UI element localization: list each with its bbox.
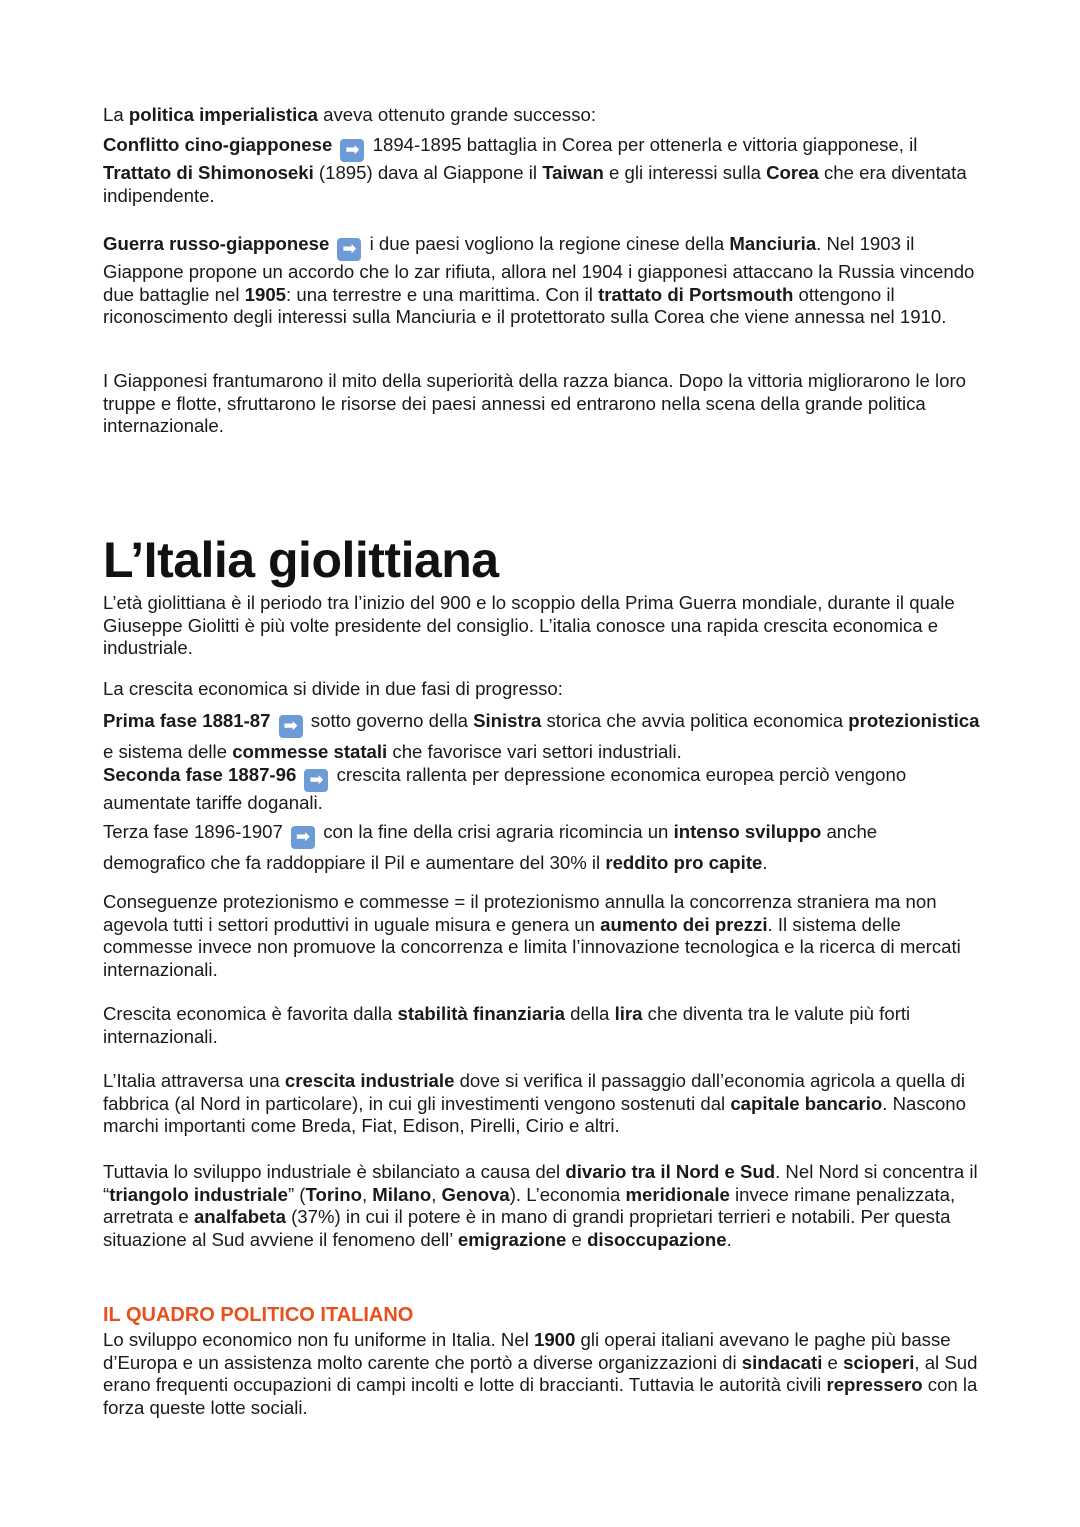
bold-text: divario tra il Nord e Sud	[565, 1161, 776, 1182]
text: . Nascono marchi importanti come Breda, Fiat, Edison, Pirelli, Cirio e altri.	[103, 1092, 966, 1136]
bold-text: scioperi	[843, 1351, 915, 1373]
right-arrow-icon: ➡	[291, 826, 315, 849]
text: (37%) in cui il potere è in mano di grandi proprietari terrieri e notabili. Per questa situazione al Sud avviene il fenomeno dell’	[103, 1206, 951, 1250]
text: : una terrestre e una marittima. Con il	[286, 283, 599, 305]
bold-text: meridionale	[625, 1183, 730, 1205]
text: anche demografico che fa raddoppiare il Pil e aumentare del 30% il	[103, 821, 878, 873]
text: Lo sviluppo economico non fu uniforme in Italia. Nel	[103, 1329, 534, 1350]
text: . Nel Nord si concentra il “	[103, 1161, 978, 1205]
bold-text: repressero	[826, 1374, 923, 1395]
bold-text: Seconda fase 1887-96	[103, 764, 297, 785]
text: L’Italia attraversa una	[103, 1070, 285, 1091]
text: . Nel 1903 il Giappone propone un accordo che lo zar rifiuta, allora nel 1904 i giapponesi attaccano la Russia vincendo due battaglie nel	[103, 233, 975, 305]
text: aveva ottenuto grande successo:	[317, 104, 597, 125]
text: e	[566, 1228, 588, 1250]
bold-text: lira	[614, 1003, 643, 1024]
bold-text: Manciuria	[729, 233, 817, 254]
section-heading: IL QUADRO POLITICO ITALIANO	[103, 1304, 414, 1326]
text: e gli interessi sulla	[603, 162, 767, 183]
bold-text: Guerra russo-giapponese	[103, 233, 330, 254]
bold-text: Trattato di Shimonoseki	[103, 162, 314, 183]
paragraph-sino-japanese-war	[103, 134, 983, 207]
bold-text: Prima fase 1881-87	[103, 710, 271, 731]
text: .	[726, 1228, 732, 1250]
paragraph-north-south-gap	[103, 1161, 983, 1251]
text: che era diventata indipendente.	[103, 162, 967, 206]
bold-text: crescita industriale	[284, 1070, 455, 1091]
text: della	[564, 1003, 615, 1024]
bold-text: intenso sviluppo	[673, 821, 822, 842]
text: Tuttavia lo sviluppo industriale è sbilanciato a causa del	[103, 1161, 566, 1182]
bold-text: protezionistica	[848, 710, 980, 731]
text: , al Sud erano frequenti occupazioni di campi incolti e lotte di braccianti. Tuttavia le autorità civili	[103, 1351, 978, 1395]
text: Conseguenze protezionismo e commesse = il protezionismo annulla la concorrenza straniera ma non agevola tutti i settori produttivi in uguale misura e genera un	[103, 891, 937, 935]
text: ). L’economia	[509, 1183, 626, 1205]
bold-text: Genova	[441, 1183, 510, 1205]
text: ,	[361, 1183, 373, 1205]
paragraph-political-framework	[103, 1329, 983, 1419]
text: con la fine della crisi agraria ricomincia un	[318, 821, 674, 842]
bold-text: 1905	[244, 283, 287, 305]
right-arrow-icon: ➡	[337, 238, 361, 261]
paragraph-industrial-growth	[103, 1070, 983, 1138]
bold-text: 1900	[534, 1329, 576, 1350]
bold-text: sindacati	[741, 1351, 823, 1373]
paragraph-imperialism-intro	[103, 104, 983, 127]
text: che favorisce vari settori industriali.	[387, 741, 682, 762]
text: I Giapponesi frantumarono il mito della superiorità della razza bianca. Dopo la vittoria migliorarono le loro truppe e flotte, sfruttarono le risorse dei paesi annessi ed entrarono nella scena della grande politica internazionale.	[103, 370, 966, 436]
text: e sistema delle	[103, 741, 233, 762]
paragraph-giolitti-era	[103, 592, 983, 660]
text: (1895) dava al Giappone il	[313, 162, 543, 183]
bold-text: aumento dei prezzi	[600, 913, 768, 935]
bold-text: reddito pro capite	[605, 852, 763, 873]
bold-text: Conflitto cino-giapponese	[103, 134, 333, 155]
paragraph-financial-stability	[103, 1003, 983, 1048]
bold-text: commesse statali	[232, 741, 388, 762]
paragraph-first-phase	[103, 707, 983, 766]
bold-text: Taiwan	[542, 162, 604, 183]
bold-text: Milano	[372, 1183, 432, 1205]
text: crescita rallenta per depressione economica europea perciò vengono aumentate tariffe doganali.	[103, 764, 907, 813]
text: ,	[431, 1183, 442, 1205]
paragraph-japanese-outcome	[103, 370, 983, 438]
right-arrow-icon: ➡	[340, 139, 364, 162]
text: i due paesi vogliono la regione cinese della	[364, 233, 730, 254]
bold-text: Sinistra	[473, 710, 542, 731]
text: che diventa tra le valute più forti internazionali.	[103, 1003, 911, 1047]
right-arrow-icon: ➡	[304, 769, 328, 792]
text: La	[103, 104, 129, 125]
paragraph-protectionism-consequences	[103, 891, 983, 981]
bold-text: triangolo industriale	[109, 1183, 288, 1205]
text: gli operai italiani avevano le paghe più basse d’Europa e un assistenza molto carente che portò a diverse organizzazioni di	[103, 1329, 951, 1373]
page-title: L’Italia giolittiana	[103, 532, 499, 588]
paragraph-third-phase	[103, 818, 983, 877]
bold-text: stabilità finanziaria	[397, 1003, 565, 1024]
bold-text: trattato di Portsmouth	[598, 283, 794, 305]
text: 1894-1895 battaglia in Corea per ottenerla e vittoria giapponese, il	[367, 134, 918, 155]
bold-text: Corea	[766, 162, 819, 183]
bold-text: analfabeta	[193, 1206, 286, 1227]
paragraph-growth-phases-intro	[103, 678, 983, 701]
text: . Il sistema delle commesse invece non promuove la concorrenza e limita l’innovazione tecnologica e la ricerca di mercati internazionali.	[103, 913, 961, 980]
bold-text: Torino	[305, 1183, 362, 1205]
text: e	[822, 1351, 844, 1373]
text: L’età giolittiana è il periodo tra l’inizio del 900 e lo scoppio della Prima Guerra mondiale, durante il quale Giuseppe Giolitti è più volte presidente del consiglio. L’italia conosce una rapida crescita economica e industriale.	[103, 592, 955, 658]
paragraph-russo-japanese-war	[103, 233, 983, 329]
text: ottengono il riconoscimento degli interessi sulla Manciuria e il protettorato sulla Corea che viene annessa nel 1910.	[103, 283, 947, 327]
text: con la forza queste lotte sociali.	[103, 1374, 978, 1418]
text: dove si verifica il passaggio dall’economia agricola a quella di fabbrica (al Nord in particolare), in cui gli investimenti vengono sostenuti dal	[103, 1070, 966, 1114]
bold-text: capitale bancario	[730, 1092, 883, 1114]
text: Crescita economica è favorita dalla	[103, 1003, 398, 1024]
text: sotto governo della	[305, 710, 474, 731]
bold-text: disoccupazione	[587, 1228, 727, 1250]
text: Terza fase 1896-1907	[103, 821, 283, 842]
bold-text: politica imperialistica	[128, 104, 318, 125]
text: ” (	[287, 1183, 306, 1205]
text: storica che avvia politica economica	[541, 710, 849, 731]
right-arrow-icon: ➡	[279, 715, 303, 738]
text: La crescita economica si divide in due fasi di progresso:	[103, 678, 563, 699]
paragraph-second-phase	[103, 764, 983, 815]
text: invece rimane penalizzata, arretrata e	[103, 1183, 956, 1227]
bold-text: emigrazione	[457, 1228, 567, 1250]
text: .	[762, 852, 768, 873]
